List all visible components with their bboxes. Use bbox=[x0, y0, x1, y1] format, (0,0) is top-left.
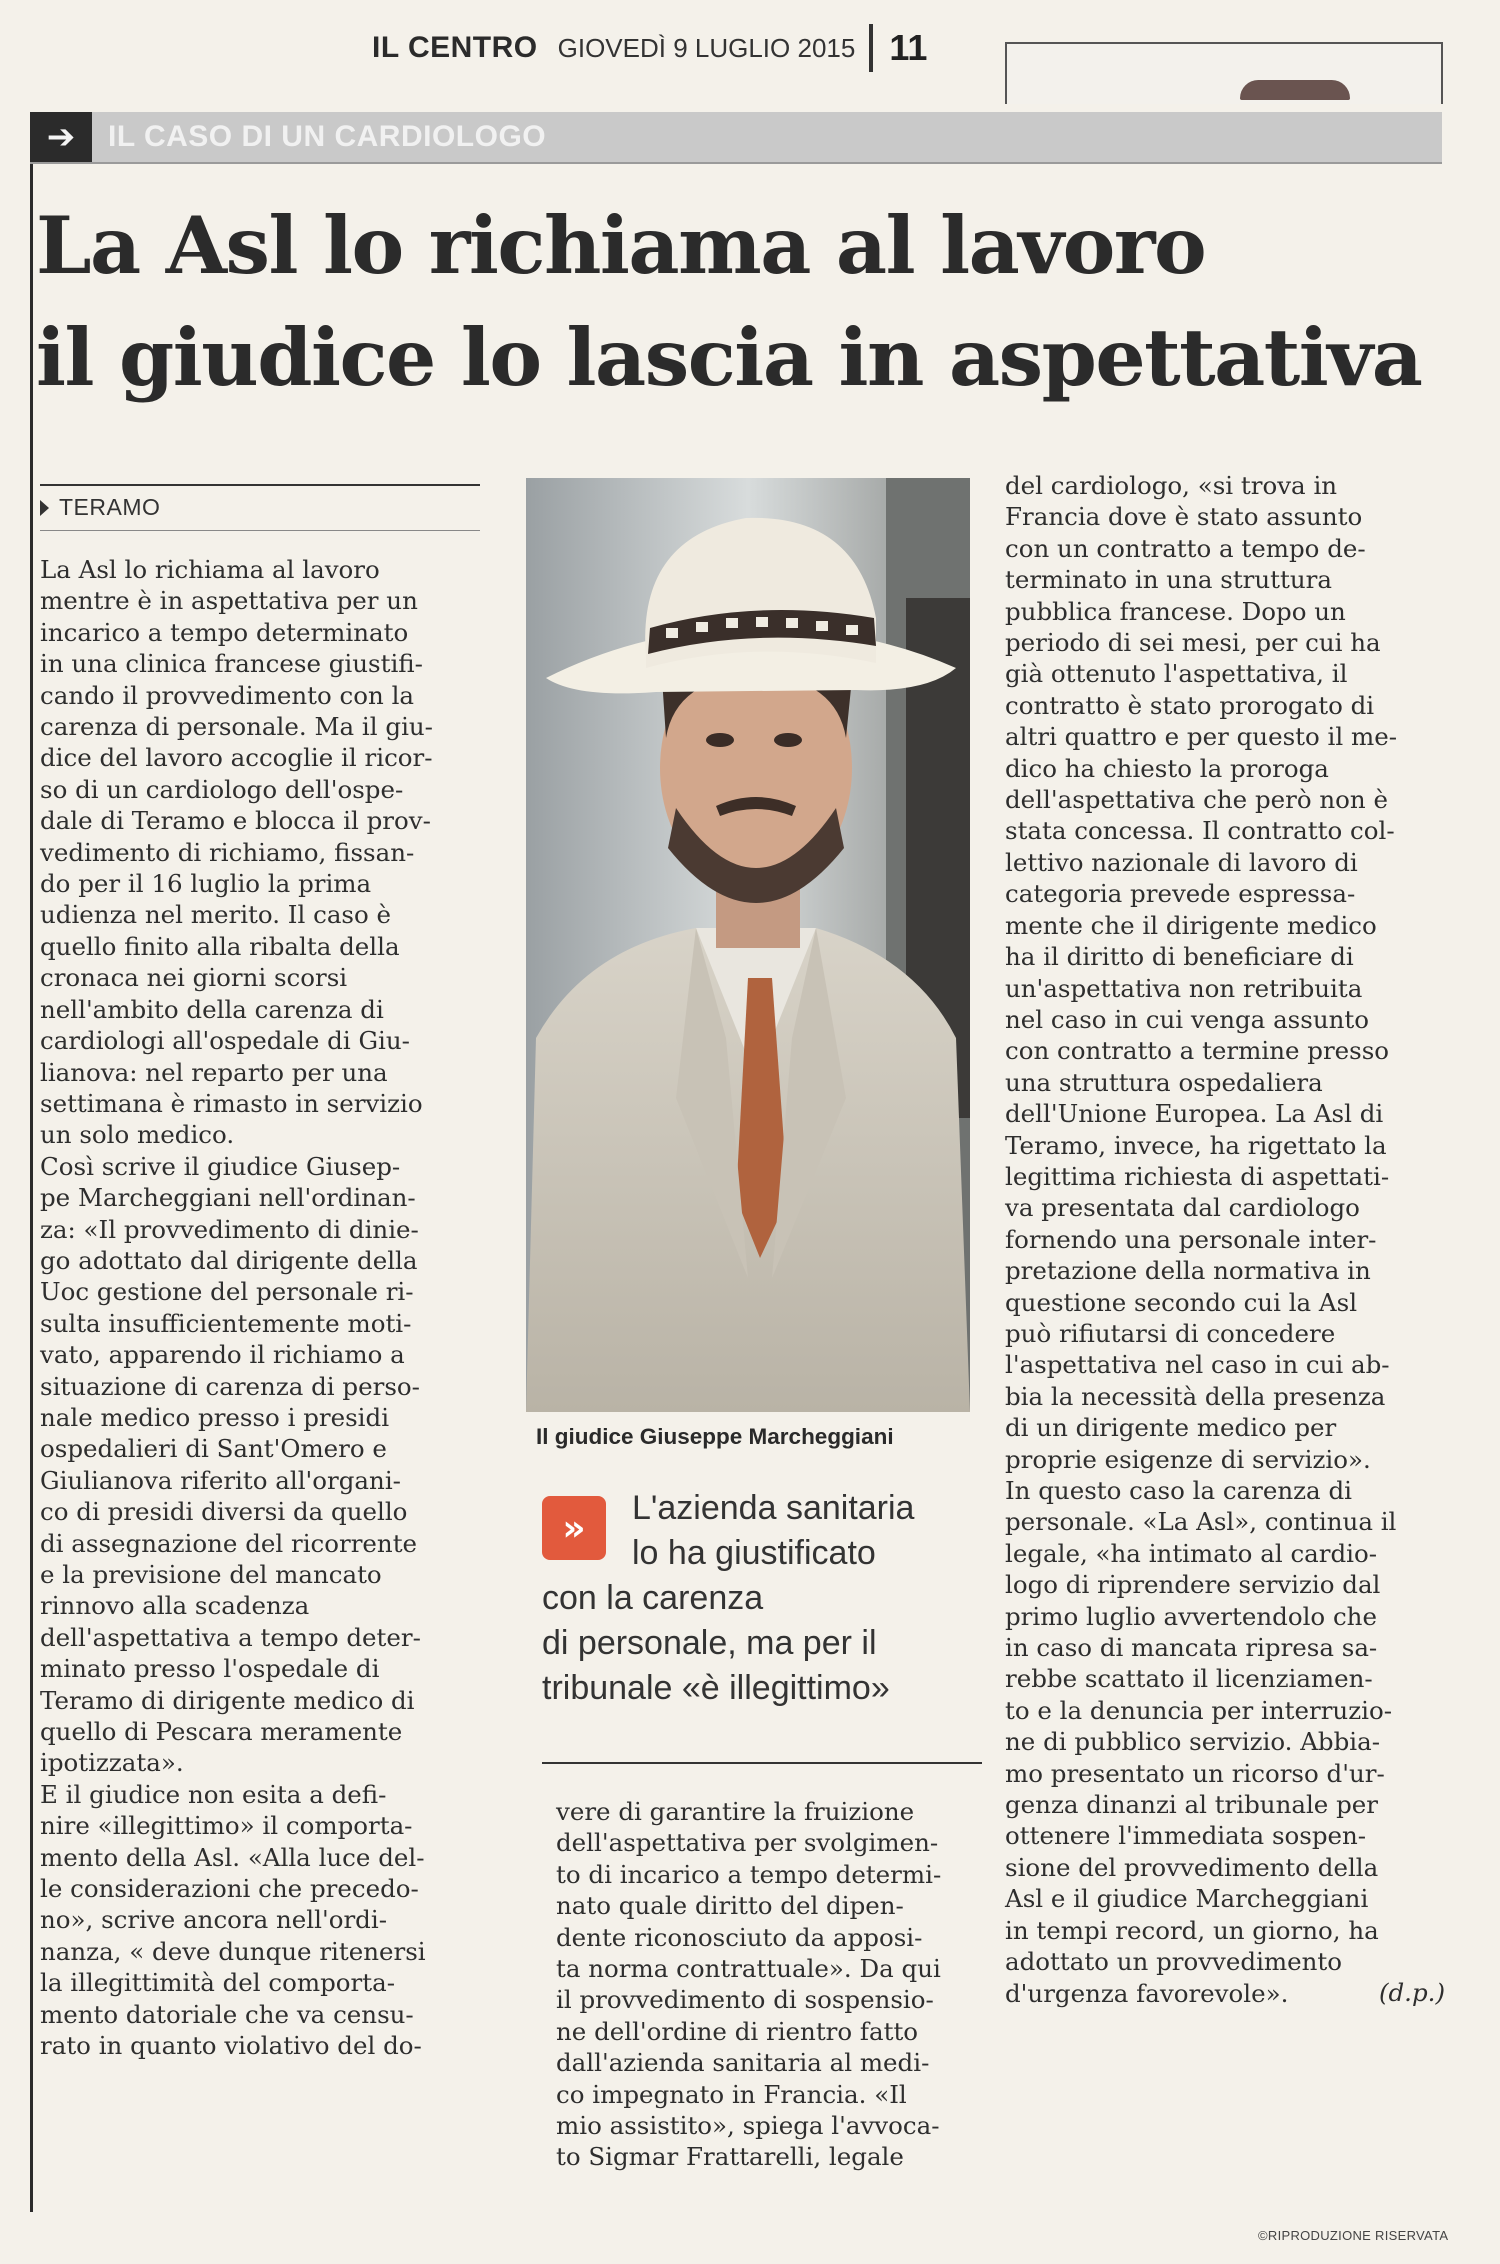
article-text-line: un'aspettativa non retribuita bbox=[1005, 973, 1363, 1003]
article-text-line: in caso di mancata ripresa sa- bbox=[1005, 1633, 1378, 1663]
arrow-right-icon: ➔ bbox=[30, 112, 92, 162]
article-text-line: ne dell'ordine di rientro fatto bbox=[556, 2016, 919, 2046]
article-text-line: dell'aspettativa a tempo deter- bbox=[40, 1622, 421, 1652]
article-text-line: va presentata dal cardiologo bbox=[1005, 1193, 1360, 1223]
masthead bbox=[372, 26, 952, 70]
article-text-line: Teramo di dirigente medico di bbox=[40, 1685, 415, 1715]
article-text-line: dale di Teramo e blocca il prov- bbox=[40, 806, 431, 836]
article-text-line: d'urgenza favorevole». bbox=[1005, 1978, 1289, 2008]
article-text-line: dell'aspettativa che però non è bbox=[1005, 785, 1388, 815]
issue-date: GIOVEDÌ 9 LUGLIO 2015 bbox=[557, 32, 856, 63]
article-text-line: fornendo una personale inter- bbox=[1005, 1224, 1377, 1254]
article-text-line: In questo caso la carenza di bbox=[1005, 1476, 1352, 1505]
article-text-line: questione secondo cui la Asl bbox=[1005, 1287, 1358, 1317]
article-text-line: mente che il dirigente medico bbox=[1005, 910, 1377, 940]
article-text-line: mio assistito», spiega l'avvoca- bbox=[556, 2111, 940, 2141]
article-text-line: mentre è in aspettativa per un bbox=[40, 586, 418, 616]
article-text-line: settimana è rimasto in servizio bbox=[40, 1088, 423, 1118]
article-text-line: cardiologi all'ospedale di Giu- bbox=[40, 1026, 410, 1056]
article-text-line: ospedalieri di Sant'Omero e bbox=[40, 1434, 387, 1464]
article-text-line: con un contratto a tempo de- bbox=[1005, 533, 1366, 563]
article-text-line: l'aspettativa nel caso in cui ab- bbox=[1005, 1350, 1390, 1380]
article-text-line: to e la denuncia per interruzio- bbox=[1005, 1695, 1392, 1725]
article-text-line: categoria prevede espressa- bbox=[1005, 879, 1356, 909]
article-text-line: situazione di carenza di perso- bbox=[40, 1371, 420, 1401]
article-text-line: so di un cardiologo dell'ospe- bbox=[40, 774, 404, 804]
article-text-line: Giulianova riferito all'organi- bbox=[40, 1465, 401, 1495]
pull-quote-line: con la carenza bbox=[542, 1579, 764, 1617]
dateline-rule bbox=[40, 484, 480, 486]
article-text-line: terminato in una struttura bbox=[1005, 565, 1332, 595]
article-text-line: quello finito alla ribalta della bbox=[40, 931, 400, 961]
article-text-line: dall'azienda sanitaria al medi- bbox=[556, 2048, 930, 2078]
article-text-line: vato, apparendo il richiamo a bbox=[40, 1340, 405, 1370]
article-text-line: udienza nel merito. Il caso è bbox=[40, 900, 392, 930]
article-text-line: pe Marcheggiani nell'ordinan- bbox=[40, 1183, 416, 1213]
article-text-line: logo di riprendere servizio dal bbox=[1005, 1570, 1381, 1600]
article-text-line: cando il provvedimento con la bbox=[40, 680, 415, 710]
article-text-line: e la previsione del mancato bbox=[40, 1560, 382, 1589]
article-column-3 bbox=[1005, 470, 1445, 2009]
article-text-line: nato quale diritto del dipen- bbox=[556, 1891, 904, 1921]
headline-line: il giudice lo lascia in aspettativa bbox=[36, 311, 1422, 404]
article-text-line: ne di pubblico servizio. Abbia- bbox=[1005, 1727, 1381, 1757]
pull-quote-line: L'azienda sanitaria bbox=[632, 1489, 915, 1527]
article-text-line: in tempi record, un giorno, ha bbox=[1005, 1915, 1379, 1945]
article-text-line: sione del provvedimento della bbox=[1005, 1852, 1379, 1882]
article-text-line: il provvedimento di sospensio- bbox=[556, 1985, 934, 2015]
masthead-divider bbox=[869, 24, 873, 72]
article-text-line: to Sigmar Frattarelli, legale bbox=[556, 2142, 904, 2172]
article-text-line: go adottato dal dirigente della bbox=[40, 1245, 418, 1275]
article-text-line: una struttura ospedaliera bbox=[1005, 1067, 1323, 1097]
article-text-line: cronaca nei giorni scorsi bbox=[40, 963, 348, 993]
article-text-line: carenza di personale. Ma il giu- bbox=[40, 712, 433, 742]
article-text-line: dell'aspettativa per svolgimen- bbox=[556, 1828, 939, 1858]
article-text-line: dente riconosciuto da apposi- bbox=[556, 1922, 923, 1952]
article-text-line: rebbe scattato il licenziamen- bbox=[1005, 1664, 1373, 1694]
article-text-line: periodo di sei mesi, per cui ha bbox=[1005, 628, 1381, 658]
article-text-line: rato in quanto violativo del do- bbox=[40, 2031, 422, 2061]
article-text-line: dico ha chiesto la proroga bbox=[1005, 753, 1329, 783]
article-text-line: nell'ambito della carenza di bbox=[40, 994, 384, 1024]
article-text-line: primo luglio avvertendolo che bbox=[1005, 1601, 1377, 1631]
article-text-line: lettivo nazionale di lavoro di bbox=[1005, 847, 1358, 877]
dateline-city: TERAMO bbox=[59, 494, 161, 520]
article-text-line: no», scrive ancora nell'ordi- bbox=[40, 1905, 387, 1935]
article-text-line: La Asl lo richiama al lavoro bbox=[40, 555, 380, 584]
article-text-line: Francia dove è stato assunto bbox=[1005, 502, 1363, 532]
article-text-line: con contratto a termine presso bbox=[1005, 1036, 1390, 1066]
article-text-line: del cardiologo, «si trova in bbox=[1005, 471, 1338, 500]
section-label: IL CASO DI UN CARDIOLOGO bbox=[108, 120, 547, 153]
dateline-marker-icon bbox=[40, 500, 49, 516]
article-text-line: ottenere l'immediata sospen- bbox=[1005, 1821, 1367, 1851]
article-text-line: può rifiutarsi di concedere bbox=[1005, 1318, 1336, 1348]
copyright-credit: ©RIPRODUZIONE RISERVATA bbox=[1258, 2228, 1449, 2243]
article-text-line: genza dinanzi al tribunale per bbox=[1005, 1790, 1378, 1820]
headline bbox=[36, 190, 1456, 414]
article-text-line: personale. «La Asl», continua il bbox=[1005, 1507, 1397, 1537]
pull-quote bbox=[542, 1486, 982, 1711]
article-text-line: E il giudice non esita a defi- bbox=[40, 1779, 387, 1809]
article-text-line: sulta insufficientemente moti- bbox=[40, 1308, 412, 1338]
article-text-line: incarico a tempo determinato bbox=[40, 617, 409, 647]
article-text-line: legittima richiesta di aspettati- bbox=[1005, 1161, 1390, 1191]
double-chevron-icon: » bbox=[542, 1496, 606, 1560]
section-banner bbox=[30, 112, 1442, 164]
headline-line: La Asl lo richiama al lavoro bbox=[36, 199, 1206, 292]
pull-quote-line: tribunale «è illegittimo» bbox=[542, 1669, 890, 1707]
article-text-line: mento della Asl. «Alla luce del- bbox=[40, 1842, 425, 1872]
article-text-line: un solo medico. bbox=[40, 1120, 235, 1150]
article-text-line: vedimento di richiamo, fissan- bbox=[40, 837, 415, 867]
article-text-line: mo presentato un ricorso d'ur- bbox=[1005, 1758, 1385, 1788]
dateline bbox=[40, 494, 160, 521]
article-text-line: in una clinica francese giustifi- bbox=[40, 649, 423, 679]
pull-quote-line: lo ha giustificato bbox=[632, 1534, 876, 1572]
article-text-line: adottato un provvedimento bbox=[1005, 1947, 1343, 1977]
article-text-line: co di presidi diversi da quello bbox=[40, 1497, 408, 1527]
article-text-line: co impegnato in Francia. «Il bbox=[556, 2079, 907, 2109]
pull-quote-line: di personale, ma per il bbox=[542, 1624, 877, 1662]
article-column-1 bbox=[40, 554, 482, 2062]
article-text-line: Teramo, invece, ha rigettato la bbox=[1005, 1130, 1387, 1160]
article-text-line: do per il 16 luglio la prima bbox=[40, 869, 372, 899]
article-text-line: ha il diritto di beneficiare di bbox=[1005, 942, 1354, 972]
article-text-line: za: «Il provvedimento di dinie- bbox=[40, 1214, 419, 1244]
article-text-line: to di incarico a tempo determi- bbox=[556, 1859, 942, 1889]
article-text-line: Uoc gestione del personale ri- bbox=[40, 1277, 414, 1307]
article-text-line: bia la necessità della presenza bbox=[1005, 1381, 1386, 1411]
article-text-line: altri quattro e per questo il me- bbox=[1005, 722, 1397, 752]
article-text-line: (d.p.) bbox=[1378, 1978, 1445, 2008]
article-text-line: stata concessa. Il contratto col- bbox=[1005, 816, 1395, 846]
article-text-line: dell'Unione Europea. La Asl di bbox=[1005, 1099, 1384, 1129]
article-text-line: vere di garantire la fruizione bbox=[556, 1797, 915, 1826]
article-text-line: già ottenuto l'aspettativa, il bbox=[1005, 659, 1348, 689]
ad-car-fragment bbox=[1240, 80, 1350, 100]
article-text-line: Così scrive il giudice Giusep- bbox=[40, 1151, 401, 1181]
article-text-line: contratto è stato prorogato di bbox=[1005, 690, 1375, 720]
article-text-line: nale medico presso i presidi bbox=[40, 1402, 390, 1432]
article-text-line: la illegittimità del comporta- bbox=[40, 1968, 395, 1998]
left-column-rule bbox=[30, 112, 33, 2212]
article-text-line: proprie esigenze di servizio». bbox=[1005, 1444, 1371, 1474]
article-text-line: di assegnazione del ricorrente bbox=[40, 1528, 418, 1558]
page-number: 11 bbox=[889, 27, 928, 68]
article-text-line: pretazione della normativa in bbox=[1005, 1256, 1371, 1286]
article-text-line: ipotizzata». bbox=[40, 1748, 184, 1778]
photo-caption: Il giudice Giuseppe Marcheggiani bbox=[536, 1424, 894, 1449]
article-text-line: nel caso in cui venga assunto bbox=[1005, 1004, 1369, 1034]
article-text-line: ta norma contrattuale». Da qui bbox=[556, 1954, 941, 1984]
dateline-underline bbox=[40, 530, 480, 531]
article-text-line: mento datoriale che va censu- bbox=[40, 1999, 414, 2029]
pull-quote-rule bbox=[542, 1762, 982, 1764]
article-text-line: minato presso l'ospedale di bbox=[40, 1654, 380, 1684]
article-text-line: rinnovo alla scadenza bbox=[40, 1591, 310, 1621]
article-text-line: quello di Pescara meramente bbox=[40, 1717, 403, 1747]
article-text-line: dice del lavoro accoglie il ricor- bbox=[40, 743, 433, 773]
article-text-line: pubblica francese. Dopo un bbox=[1005, 596, 1346, 626]
article-text-line: le considerazioni che precedo- bbox=[40, 1874, 419, 1904]
article-text-line: legale, «ha intimato al cardio- bbox=[1005, 1538, 1378, 1568]
article-column-2 bbox=[556, 1796, 984, 2173]
article-text-line: nire «illegittimo» il comporta- bbox=[40, 1811, 413, 1841]
adjacent-ad-frame bbox=[1005, 42, 1443, 104]
article-text-line: Asl e il giudice Marcheggiani bbox=[1005, 1884, 1369, 1914]
judge-portrait-photo bbox=[526, 478, 970, 1412]
article-text-line: nanza, « deve dunque ritenersi bbox=[40, 1936, 426, 1966]
article-text-line: di un dirigente medico per bbox=[1005, 1413, 1337, 1443]
newspaper-name: IL CENTRO bbox=[372, 31, 538, 64]
article-text-line: lianova: nel reparto per una bbox=[40, 1057, 388, 1087]
